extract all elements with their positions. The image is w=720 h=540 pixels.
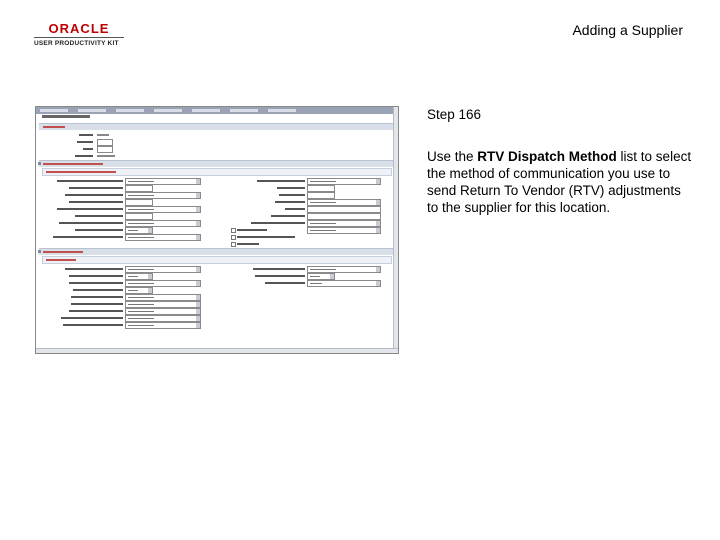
oracle-upk-logo — [34, 22, 124, 48]
screenshot-rtv-dispatch-method-row — [39, 293, 395, 300]
screenshot-vertical-scrollbar — [393, 107, 398, 353]
instruction-suffix: list to select the method of communication you use to send Return To Vendor (RTV) adjustments to the supplier for this location. — [427, 149, 692, 215]
slide-title: Adding a Supplier — [572, 22, 683, 38]
logo-subtitle: USER PRODUCTIVITY KIT — [34, 40, 119, 47]
screenshot-tab-bar — [36, 107, 398, 114]
screenshot-page-header — [36, 114, 398, 122]
screenshot-section-dispatch — [39, 248, 395, 255]
screenshot-section-location — [39, 123, 395, 130]
step-label: Step 166 — [427, 107, 482, 122]
instruction-text — [427, 148, 692, 216]
screenshot-section-procurement — [39, 160, 395, 167]
screenshot-subsection-dispatch — [42, 256, 392, 264]
instruction-bold-term: RTV Dispatch Method — [477, 149, 617, 164]
screenshot-horizontal-scrollbar — [36, 348, 398, 353]
screenshot-subsection-procurement — [42, 168, 392, 176]
application-screenshot — [35, 106, 399, 354]
logo-divider — [34, 37, 124, 38]
logo-brand: ORACLE — [48, 21, 110, 36]
instruction-prefix: Use the — [427, 149, 478, 164]
